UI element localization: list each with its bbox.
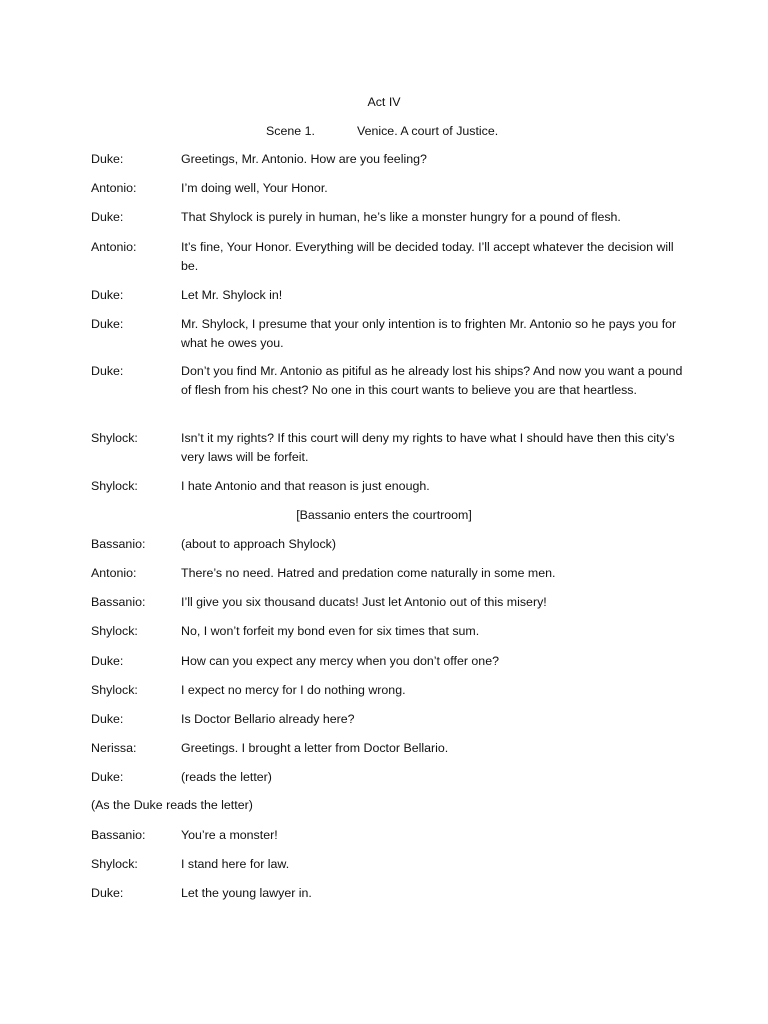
speech-text: Greetings, Mr. Antonio. How are you feeling? bbox=[181, 152, 427, 166]
speech-text: I hate Antonio and that reason is just enough. bbox=[181, 479, 430, 493]
speaker-name: Duke: bbox=[91, 210, 124, 224]
speaker-name: Bassanio: bbox=[91, 828, 146, 842]
speech-text: That Shylock is purely in human, he’s like a monster hungry for a pound of flesh. bbox=[181, 210, 621, 224]
speaker-name: Duke: bbox=[91, 770, 124, 784]
speech-text: Isn’t it my rights? If this court will deny my rights to have what I should have then this city’s very laws will be forfeit. bbox=[181, 431, 675, 464]
speech-text: Let the young lawyer in. bbox=[181, 886, 312, 900]
speech-text: It’s fine, Your Honor. Everything will be decided today. I’ll accept whatever the decision will be. bbox=[181, 240, 674, 273]
speaker-name: Duke: bbox=[91, 654, 124, 668]
speaker-name: Shylock: bbox=[91, 683, 138, 697]
speech-text: I’ll give you six thousand ducats! Just let Antonio out of this misery! bbox=[181, 595, 547, 609]
speech-text: Mr. Shylock, I presume that your only intention is to frighten Mr. Antonio so he pays you for what he owes you. bbox=[181, 317, 677, 350]
speech-text: (about to approach Shylock) bbox=[181, 537, 336, 551]
speaker-name: Duke: bbox=[91, 152, 124, 166]
scene-number: Scene 1. bbox=[266, 124, 315, 138]
speech-text: Don’t you find Mr. Antonio as pitiful as he already lost his ships? And now you want a pound of flesh from his chest? No one in this court wants to believe you are that heartless. bbox=[181, 364, 683, 397]
speaker-name: Shylock: bbox=[91, 857, 138, 871]
speech-text: How can you expect any mercy when you don’t offer one? bbox=[181, 654, 499, 668]
stage-direction: [Bassanio enters the courtroom] bbox=[296, 508, 472, 522]
speech-text: Greetings. I brought a letter from Doctor Bellario. bbox=[181, 741, 449, 755]
speaker-name: Duke: bbox=[91, 288, 124, 302]
speaker-name: Nerissa: bbox=[91, 741, 137, 755]
scene-setting: Venice. A court of Justice. bbox=[357, 124, 499, 138]
act-title: Act IV bbox=[367, 95, 401, 109]
speaker-name: Shylock: bbox=[91, 624, 138, 638]
speaker-name: Antonio: bbox=[91, 181, 137, 195]
speaker-name: Shylock: bbox=[91, 431, 138, 445]
speech-text: I stand here for law. bbox=[181, 857, 290, 871]
speech-text: I’m doing well, Your Honor. bbox=[181, 181, 328, 195]
speaker-name: Antonio: bbox=[91, 240, 137, 254]
speaker-name: Bassanio: bbox=[91, 595, 146, 609]
speaker-name: Antonio: bbox=[91, 566, 137, 580]
speaker-name: Shylock: bbox=[91, 479, 138, 493]
speaker-name: Duke: bbox=[91, 364, 124, 378]
speech-text: (reads the letter) bbox=[181, 770, 272, 784]
speech-text: Is Doctor Bellario already here? bbox=[181, 712, 355, 726]
stage-direction: (As the Duke reads the letter) bbox=[91, 798, 253, 812]
speech-text: There’s no need. Hatred and predation come naturally in some men. bbox=[181, 566, 556, 580]
speech-text: You’re a monster! bbox=[181, 828, 278, 842]
speaker-name: Duke: bbox=[91, 712, 124, 726]
speech-text: Let Mr. Shylock in! bbox=[181, 288, 283, 302]
speaker-name: Duke: bbox=[91, 317, 124, 331]
speech-text: No, I won’t forfeit my bond even for six times that sum. bbox=[181, 624, 480, 638]
speaker-name: Bassanio: bbox=[91, 537, 146, 551]
speaker-name: Duke: bbox=[91, 886, 124, 900]
speech-text: I expect no mercy for I do nothing wrong. bbox=[181, 683, 406, 697]
